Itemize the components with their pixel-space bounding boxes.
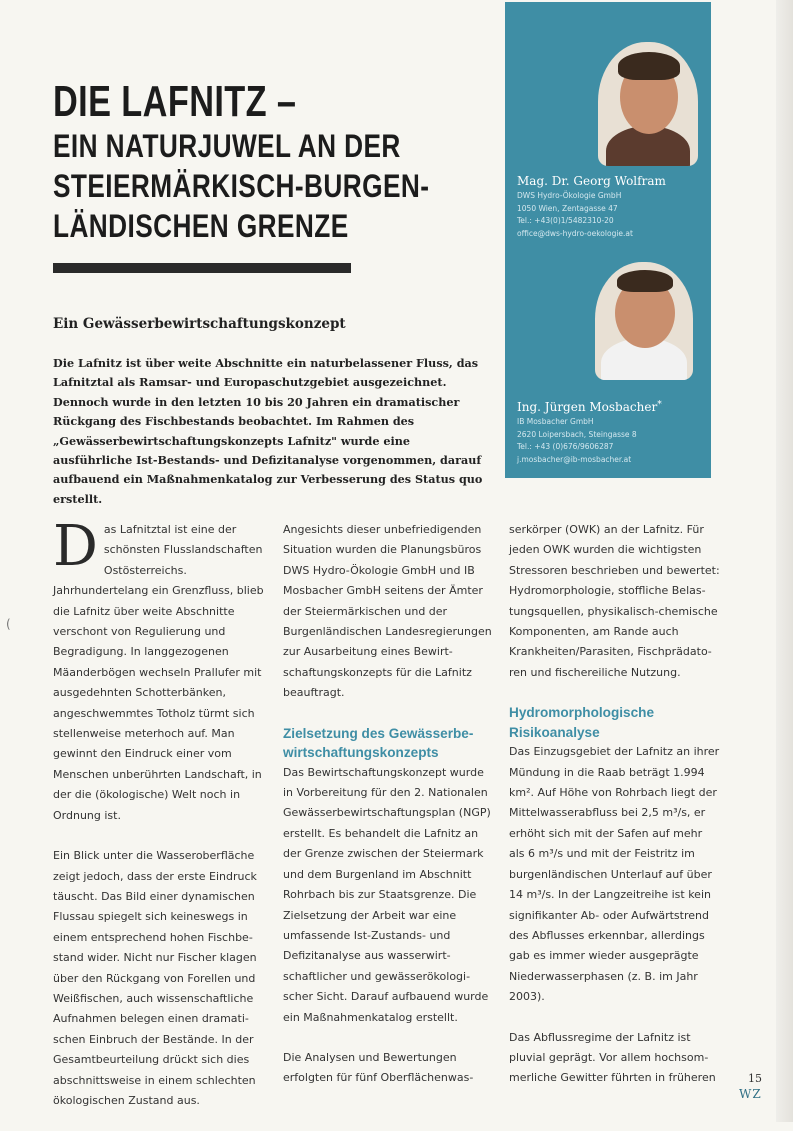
margin-mark: (: [6, 617, 11, 631]
column-2-text-3: Die Analysen und Bewertungen erfolgten für fünf Oberflächenwas-: [283, 1050, 474, 1085]
column-3-text-1: serkörper (OWK) an der Lafnitz. Für jeden OWK wurden die wichtigsten Stressoren beschrieben und bewertet: Hydromorphologie, stoffliche Belastungsquellen, physikalisch-chemische Komponenten, am Rande auch Krankheiten/Parasiten, Fischprädatoren und fischereiliche Nutzung.: [509, 523, 720, 679]
author-name-2-text: Ing. Jürgen Mosbacher: [517, 400, 658, 414]
section-heading-risikoanalyse: Hydromorphologische Risikoanalyse: [509, 705, 655, 740]
article-title: [53, 78, 512, 246]
section-heading-zielsetzung: Zielsetzung des Gewässerbewirtschaftungskonzepts: [283, 725, 474, 761]
column-3-text-2: Das Einzugsgebiet der Lafnitz an ihrer Mündung in die Raab beträgt 1.994 km². Auf Höhe von Rohrbach liegt der Mittelwasserabfluss bei 2,5 m³/s, er erhöht sich mit der Safen auf mehr als 6 m³/s und mit der Feistritz im burgenländischen Unterlauf auf über 14 m³/s. In der Langzeitreihe ist kein signifikanter Ab- oder Aufwärtstrend des Abflusses erkennbar, allerdings gab es immer wieder ausgeprägte Niederwasserphasen (z. B. im Jahr 2003).: [509, 745, 720, 1004]
title-line-3: STEIERMÄRKISCH-BURGEN-: [53, 168, 430, 204]
title-underline-bar: [53, 263, 351, 273]
author-sidebar: [505, 2, 711, 478]
author-contact-1: [517, 190, 633, 240]
body-column-1: [53, 514, 265, 1131]
magazine-logo: WZ: [739, 1087, 762, 1101]
lead-text-1: Die Lafnitz ist über weite Abschnitte ein naturbelassener Fluss, das Lafnitztal als Ramsar- und Europaschutzgebiet ausgezeichnet.: [53, 356, 479, 390]
column-2-text-1: Angesichts dieser unbefriedigenden Situation wurden die Planungsbüros DWS Hydro-Ökologie GmbH und IB Mosbacher GmbH seitens der Ämter der Steiermärkischen und der Burgenländischen Landesregierungen zur Ausarbeitung eines Bewirtschaftungskonzepts für die Lafnitz beauftragt.: [283, 523, 492, 700]
author-email-2: j.mosbacher@ib-mosbacher.at: [517, 454, 632, 464]
body-column-3: [509, 520, 721, 1109]
author-contact-2: [517, 416, 637, 466]
page-number: 15: [748, 1072, 762, 1085]
author-email-1: office@dws-hydro-oekologie.at: [517, 228, 633, 238]
page-edge-shadow: [776, 0, 793, 1122]
body-column-2: [283, 520, 495, 1109]
author-name-2: [517, 400, 662, 414]
author-address-1: 1050 Wien, Zentagasse 47: [517, 203, 618, 213]
column-1-text-2: Ein Blick unter die Wasseroberfläche zeigt jedoch, dass der erste Eindruck täuscht. Das Bild einer dynamischen Flussau spiegelt sich keineswegs in einem entsprechend hohen Fischbestand wider. Nicht nur Fischer klagen über den Rückgang von Forellen und Weißfischen, auch wissenschaftliche Aufnahmen belegen einen dramatischen Einbruch der Bestände. In der Gesamtbeurteilung drückt sich dies abschnittsweise in einem schlechten ökologischen Zustand aus.: [53, 849, 257, 1107]
author-photo-wolfram: [598, 42, 698, 166]
author-address-2: 2620 Loipersbach, Steingasse 8: [517, 429, 637, 439]
title-line-1: DIE LAFNITZ –: [53, 77, 297, 126]
lead-paragraph: [53, 354, 493, 509]
author-photo-mosbacher: [595, 262, 693, 380]
drop-cap: D: [53, 514, 98, 579]
author-phone-2: Tel.: +43 (0)676/9606287: [517, 442, 614, 452]
author-phone-1: Tel.: +43(0)1/5482310-20: [517, 216, 614, 226]
author-star: *: [657, 400, 662, 410]
column-3-text-3: Das Abflussregime der Lafnitz ist pluvial geprägt. Vor allem hochsommerliche Gewitter führten in früheren: [509, 1030, 716, 1085]
lead-text-2: Dennoch wurde in den letzten 10 bis 20 Jahren ein dramatischer Rückgang des Fischbestands beobachtet. Im Rahmen des „Gewässerbewirtschaftungskonzepts Lafnitz" wurde eine ausführliche Ist-Bestands- und Defizitanalyse vorgenommen, darauf aufbauend ein Maßnahmenkatalog zur Verbesserung des Status quo erstellt.: [53, 394, 483, 506]
column-1-paragraph-1: [53, 514, 265, 826]
author-org-1: DWS Hydro-Ökologie GmbH: [517, 191, 622, 200]
title-line-4: LÄNDISCHEN GRENZE: [53, 208, 349, 244]
column-1-text-1: as Lafnitztal ist eine der schönsten Flusslandschaften Ostösterreichs. Jahrhundertelang ein Grenzfluss, blieb die Lafnitz über weite Abschnitte verschont von Regulierung und Begradigung. In langgezogenen Mäanderbögen wechseln Prallufer mit ausgedehnten Schotterbänken, angeschwemmtes Totholz türmt sich stellenweise meterhoch auf. Man gewinnt den Eindruck einer vom Menschen unberührten Landschaft, in der die (ökologische) Welt noch in Ordnung ist.: [53, 523, 264, 822]
article-subtitle: Ein Gewässerbewirtschaftungskonzept: [53, 316, 346, 332]
author-name-1: Mag. Dr. Georg Wolfram: [517, 174, 666, 188]
author-org-2: IB Mosbacher GmbH: [517, 417, 594, 426]
column-2-text-2: Das Bewirtschaftungskonzept wurde in Vorbereitung für den 2. Nationalen Gewässerbewirtschaftungsplan (NGP) erstellt. Es behandelt die Lafnitz an der Grenze zwischen der Steiermark und dem Burgenland im Abschnitt Rohrbach bis zur Staatsgrenze. Die Zielsetzung der Arbeit war eine umfassende Ist-Zustands- und Defizitanalyse aus wasserwirtschaftlicher und gewässerökologischer Sicht. Darauf aufbauend wurde ein Maßnahmenkatalog erstellt.: [283, 765, 491, 1024]
title-line-2: EIN NATURJUWEL AN DER: [53, 128, 401, 164]
